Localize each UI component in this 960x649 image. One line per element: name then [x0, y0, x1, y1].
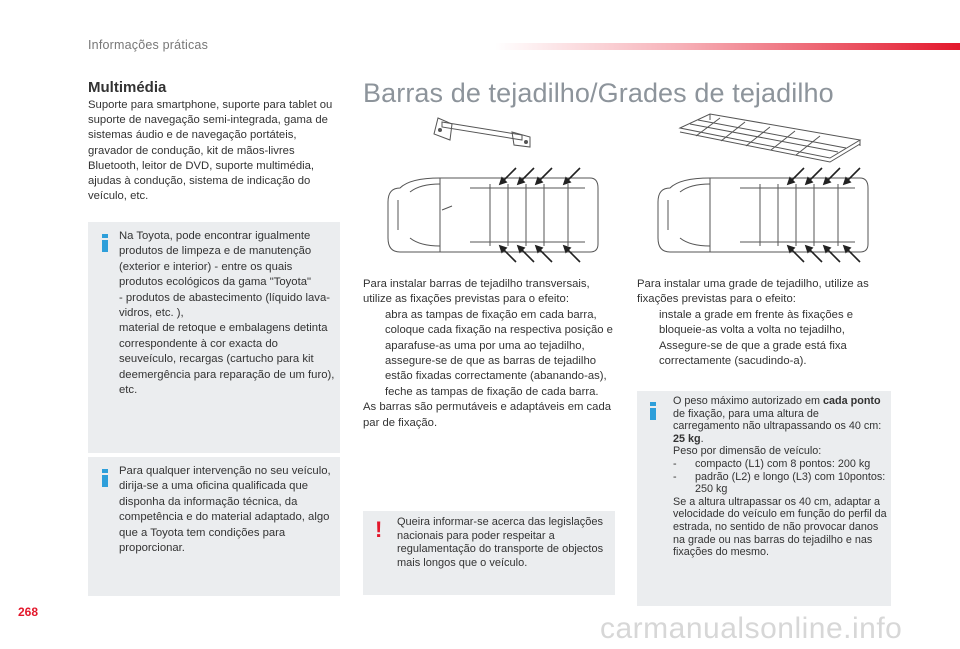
- roof-rack-instructions: [637, 277, 889, 369]
- info-box-weight: [637, 391, 891, 606]
- roof-bars-steps: [363, 308, 615, 385]
- watermark: carmanualsonline.info: [600, 612, 903, 645]
- info-products-line: material de retoque e embalagens detinta correspondente à cor exacta do seuveículo, recargas (cartucho para kit deemergência para reparação de um furo), etc.: [119, 322, 335, 397]
- info-products-line: Na Toyota, pode encontrar igualmente produtos de limpeza e de manutenção (exterior e interior) - entre os quais produtos ecológicos da gama "Toyota": [119, 230, 312, 289]
- list-item: assegure-se de que as barras de tejadilho estão fixadas correctamente (abanando-as),: [385, 355, 607, 383]
- multimedia-heading: Multimédia: [88, 79, 167, 96]
- list-item: - compacto (L1) com 8 pontos: 200 kg: [673, 457, 871, 470]
- section-title: Informações práticas: [88, 38, 209, 52]
- info-box-products: [88, 222, 340, 453]
- weight-text: [673, 395, 887, 559]
- arrows-top-icon: [500, 168, 580, 184]
- roof-bar-icon: [434, 118, 530, 147]
- info-icon: [102, 234, 108, 252]
- roof-bars-last-step: feche as tampas de fixação de cada barra.: [385, 385, 599, 398]
- list-item: abra as tampas de fixação em cada barra,: [385, 308, 597, 321]
- roof-rack-icon: [680, 114, 860, 162]
- roof-rack-illustration: [650, 110, 880, 272]
- list-item: instale a grade em frente às fixações e bloqueie-as volta a volta no tejadilho,: [659, 308, 854, 337]
- page-number: 268: [18, 605, 39, 619]
- header-accent-bar: [495, 43, 960, 50]
- warning-icon: !: [375, 517, 383, 542]
- arrows-bottom-icon: [500, 246, 580, 262]
- info-icon: [650, 402, 656, 420]
- page-title: Barras de tejadilho/Grades de tejadilho: [363, 78, 834, 108]
- list-item: - padrão (L2) e longo (L3) com 10pontos: 250 kg: [673, 470, 886, 496]
- roof-bars-illustration: [380, 110, 610, 272]
- info-box-service: [88, 457, 340, 596]
- list-item: coloque cada fixação na respectiva posição e aparafuse-as uma por uma ao tejadilho,: [385, 324, 613, 352]
- multimedia-text: Suporte para smartphone, suporte para tablet ou suporte de navegação semi-integrada, gama de sistemas áudio e de navegação portáteis, gravador de condução, kit de mãos-livres Bluetooth, leitor de DVD, suporte multimédia, ajudas à condução, sistema de indicação do veículo, etc.: [88, 99, 333, 203]
- weight-limit-paragraph: O peso máximo autorizado em cada ponto de fixação, para uma altura de carregamento não ultrapassando os 40 cm: 25 kg.: [673, 395, 882, 445]
- roof-bars-outro: As barras são permutáveis e adaptáveis em cada par de fixação.: [363, 401, 612, 429]
- weight-closing: Se a altura ultrapassar os 40 cm, adaptar a velocidade do veículo em função do perfil da estrada, no sentido de não provocar danos na grade ou nas barras do tejadilho e nas fixações do mesmo.: [673, 495, 887, 559]
- info-box-service-text: Para qualquer intervenção no seu veículo, dirija-se a uma oficina qualificada que disponha da informação técnica, da competência e do material adaptado, algo que a Toyota tem condições para proporcionar.: [119, 465, 331, 555]
- van-top-view-icon: [388, 178, 598, 252]
- roof-bars-instructions: [363, 277, 615, 431]
- roof-rack-intro: Para instalar uma grade de tejadilho, utilize as fixações previstas para o efeito:: [637, 278, 869, 306]
- info-icon: [102, 469, 108, 487]
- warning-text: Queira informar-se acerca das legislações nacionais para poder respeitar a regulamentação do transporte de objectos mais longos que o veículo.: [397, 516, 604, 569]
- van-top-view-icon: [658, 178, 868, 252]
- roof-bars-intro: Para instalar barras de tejadilho transversais, utilize as fixações previstas para o efeito:: [363, 278, 590, 306]
- info-products-line: - produtos de abastecimento (líquido lava-vidros, etc. ),: [119, 291, 330, 320]
- roof-rack-steps: [637, 308, 889, 370]
- arrows-bottom-icon: [788, 246, 860, 262]
- info-box-products-text: [119, 229, 337, 398]
- list-item: Assegure-se de que a grade está fixa correctamente (sacudindo-a).: [659, 339, 847, 368]
- dimension-intro: Peso por dimensão de veículo:: [673, 445, 822, 458]
- warning-box: [363, 511, 615, 595]
- arrows-top-icon: [788, 168, 860, 184]
